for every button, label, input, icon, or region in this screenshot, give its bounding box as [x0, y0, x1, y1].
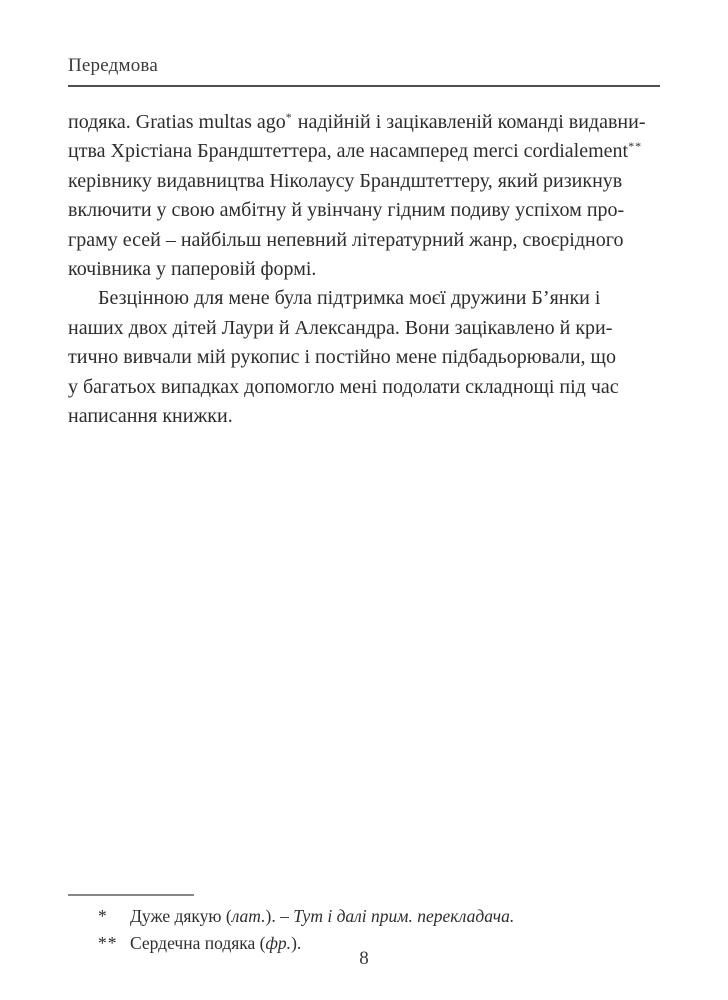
footnote-separator-rule — [68, 894, 194, 896]
text-line — [68, 402, 660, 431]
text-line — [68, 137, 660, 166]
footnote-marker: * — [98, 906, 108, 926]
text-segment: цтва Хрістіана Брандштеттера, але насамперед merci cordialement — [68, 140, 629, 163]
footnote-marker: ** — [98, 933, 118, 953]
text-segment: Безцінною для мене була підтримка моєї дружини Б’янки і — [98, 287, 601, 310]
text-segment: граму есей – найбільш непевний літературний жанр, своєрідного — [68, 228, 624, 251]
text-line — [68, 167, 660, 196]
text-segment: ). — [291, 933, 302, 953]
text-segment: ). – — [265, 906, 294, 926]
running-head — [68, 55, 660, 87]
text-segment: Дуже дякую ( — [130, 906, 232, 926]
page-number: 8 — [359, 948, 369, 969]
italic-text: Тут і далі прим. перекладача. — [293, 906, 515, 926]
footnote — [68, 903, 660, 930]
text-line — [68, 284, 660, 313]
text-segment: керівнику видавництва Ніколаусу Брандштеттеру, який ризикнув — [68, 169, 623, 192]
text-segment: Сердечна подяка ( — [130, 933, 266, 953]
italic-text: фр. — [265, 933, 292, 953]
footnote-ref-marker: * — [285, 110, 293, 124]
italic-text: лат. — [231, 906, 266, 926]
text-segment: написання книжки. — [68, 405, 233, 428]
text-line — [68, 196, 660, 225]
text-line — [68, 108, 660, 137]
text-line — [68, 314, 660, 343]
chapter-title: Передмова — [68, 55, 158, 76]
text-segment: кочівника у паперовій формі. — [68, 258, 317, 281]
text-line — [68, 255, 660, 284]
text-line — [68, 226, 660, 255]
body-text — [68, 108, 660, 431]
text-segment: подяка. Gratias multas ago — [68, 111, 286, 133]
paragraph — [68, 284, 660, 431]
footnote-ref-marker: ** — [628, 139, 643, 154]
text-line — [68, 373, 660, 402]
text-segment: включити у свою амбітну й увінчану гідним подиву успіхом про- — [68, 199, 625, 222]
text-line — [68, 343, 660, 372]
footnote-text — [130, 903, 514, 930]
text-segment: надійній і зацікавленій команді видавни- — [292, 111, 646, 133]
paragraph — [68, 108, 660, 284]
text-segment: у багатьох випадках допомогло мені подолати складнощі під час — [68, 375, 619, 398]
text-segment: наших двох дітей Лаури й Александра. Вони зацікавлено й кри- — [68, 316, 613, 339]
text-segment: тично вивчали мій рукопис і постійно мене підбадьорювали, що — [68, 346, 616, 369]
